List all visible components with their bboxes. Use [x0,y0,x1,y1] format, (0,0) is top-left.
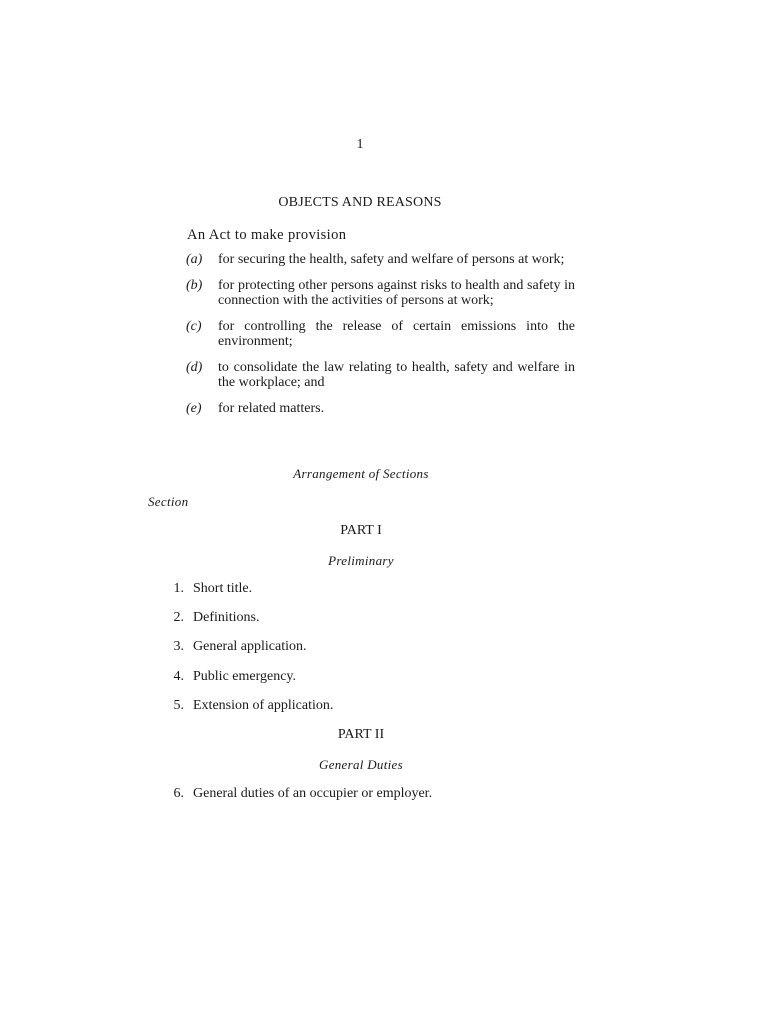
part-subheading: General Duties [319,757,403,772]
section-item [160,698,333,727]
provision-item [186,319,575,350]
section-title: General duties of an occupier or employer. [193,786,433,801]
section-title: Short title. [193,581,253,596]
section-list [160,581,333,727]
provision-mark: (b) [186,277,203,293]
page-number: 1 [356,137,364,152]
provision-text: for securing the health, safety and welfare of persons at work; [218,252,565,267]
section-number: 3. [173,639,184,655]
objects-heading: OBJECTS AND REASONS [278,195,442,210]
section-item [160,581,333,610]
part-subheading: Preliminary [328,553,394,568]
provision-text: for protecting other persons against risks to health and safety in connection with the activities of persons at work; [218,277,575,308]
section-number: 2. [173,610,184,626]
section-item [160,786,432,815]
section-number: 4. [173,668,184,684]
provision-item [186,360,575,391]
provision-text: for controlling the release of certain emissions into the environment; [218,318,575,349]
section-column-label: Section [148,494,189,509]
provision-item [186,278,575,309]
section-item [160,669,333,698]
provision-item [186,401,575,417]
provision-item [186,252,575,268]
provision-mark: (d) [186,359,203,375]
section-item [160,639,333,668]
section-title: Public emergency. [193,668,297,684]
provision-text: to consolidate the law relating to health, safety and welfare in the workplace; and [218,359,575,390]
provision-mark: (e) [186,400,202,416]
section-list [160,786,432,815]
section-title: General application. [193,639,307,655]
provision-text: for related matters. [218,400,325,416]
section-item [160,610,333,639]
arrangement-heading: Arrangement of Sections [293,466,429,481]
section-number: 5. [173,697,184,713]
part-heading: PART I [340,523,382,538]
intro-text: An Act to make provision [187,227,347,243]
section-title: Definitions. [193,610,260,626]
provision-mark: (c) [186,318,202,334]
provision-mark: (a) [186,252,203,267]
section-number: 1. [173,581,184,596]
part-heading: PART II [337,727,385,742]
provision-list [186,252,575,426]
section-title: Extension of application. [193,697,334,713]
section-number: 6. [173,786,184,801]
